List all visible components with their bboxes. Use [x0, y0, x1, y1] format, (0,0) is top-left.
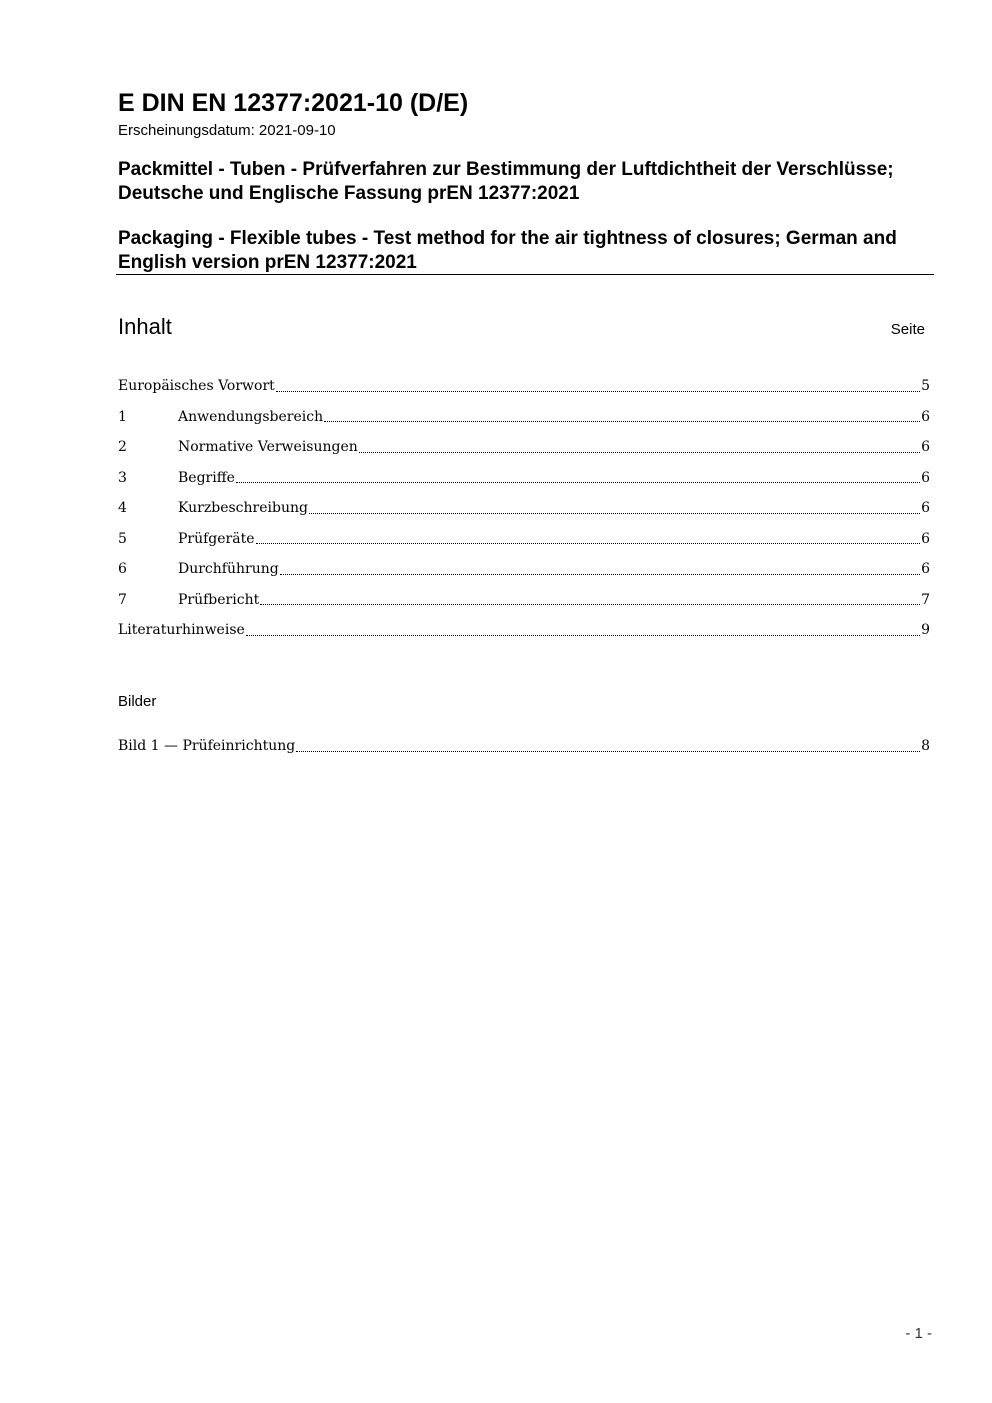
toc-entry-page: 7 [921, 591, 930, 608]
toc-leader-dots [276, 391, 920, 392]
toc-leader-dots [236, 482, 920, 483]
title-english: Packaging - Flexible tubes - Test method for the air tightness of closures; German and English version prEN 12377:2021 [118, 228, 897, 273]
toc-entry-title: Literaturhinweise [118, 622, 245, 639]
toc-entry-scope[interactable] [118, 402, 930, 433]
figure-entry-page: 8 [921, 738, 930, 755]
toc-entry-number: 2 [118, 439, 127, 456]
toc-leader-dots [246, 635, 920, 636]
toc-entry-page: 6 [921, 530, 930, 547]
publication-date: Erscheinungsdatum: 2021-09-10 [118, 122, 336, 139]
toc-leader-dots [296, 751, 920, 752]
toc-entry-terms[interactable] [118, 463, 930, 494]
toc-leader-dots [359, 452, 920, 453]
toc-leader-dots [280, 574, 920, 575]
toc-entry-page: 6 [921, 439, 930, 456]
toc-entry-page: 6 [921, 469, 930, 486]
toc-page-column-label: Seite [890, 321, 925, 338]
header-divider [116, 274, 934, 275]
table-of-contents [118, 371, 930, 646]
toc-entry-number: 7 [118, 591, 127, 608]
toc-entry-apparatus[interactable] [118, 524, 930, 555]
toc-entry-bibliography[interactable] [118, 615, 930, 646]
toc-entry-procedure[interactable] [118, 554, 930, 585]
toc-entry-page: 6 [921, 408, 930, 425]
toc-entry-page: 5 [921, 378, 930, 395]
toc-entry-title: Kurzbeschreibung [178, 500, 308, 517]
toc-leader-dots [256, 543, 921, 544]
toc-entry-title: Europäisches Vorwort [118, 378, 275, 395]
toc-entry-page: 9 [921, 622, 930, 639]
toc-entry-number: 3 [118, 469, 127, 486]
title-german: Packmittel - Tuben - Prüfverfahren zur Bestimmung der Luftdichtheit der Verschlüsse; Deutsche und Englische Fassung prEN 12377:2021 [118, 159, 894, 204]
toc-entry-normative-references[interactable] [118, 432, 930, 463]
toc-entry-test-report[interactable] [118, 585, 930, 616]
toc-entry-title: Durchführung [178, 561, 279, 578]
toc-entry-title: Prüfbericht [178, 591, 260, 608]
toc-entry-page: 6 [921, 500, 930, 517]
list-of-figures [118, 731, 930, 762]
figure-entry-1[interactable] [118, 731, 930, 762]
document-id: E DIN EN 12377:2021-10 (D/E) [118, 89, 469, 117]
toc-entry-number: 5 [118, 530, 127, 547]
toc-leader-dots [324, 421, 920, 422]
toc-leader-dots [260, 604, 920, 605]
toc-leader-dots [309, 513, 920, 514]
toc-entry-number: 1 [118, 408, 127, 425]
toc-heading: Inhalt [118, 314, 172, 339]
toc-entry-summary[interactable] [118, 493, 930, 524]
toc-entry-title: Begriffe [178, 469, 235, 486]
figures-heading: Bilder [118, 693, 157, 710]
toc-entry-number: 4 [118, 500, 127, 517]
figure-entry-title: Bild 1 — Prüfeinrichtung [118, 738, 296, 755]
page-number: - 1 - [905, 1325, 932, 1342]
toc-entry-title: Normative Verweisungen [178, 439, 358, 456]
toc-entry-page: 6 [921, 561, 930, 578]
toc-entry-title: Anwendungsbereich [178, 408, 324, 425]
toc-entry-title: Prüfgeräte [178, 530, 255, 547]
toc-entry-number: 6 [118, 561, 127, 578]
toc-entry-foreword[interactable] [118, 371, 930, 402]
